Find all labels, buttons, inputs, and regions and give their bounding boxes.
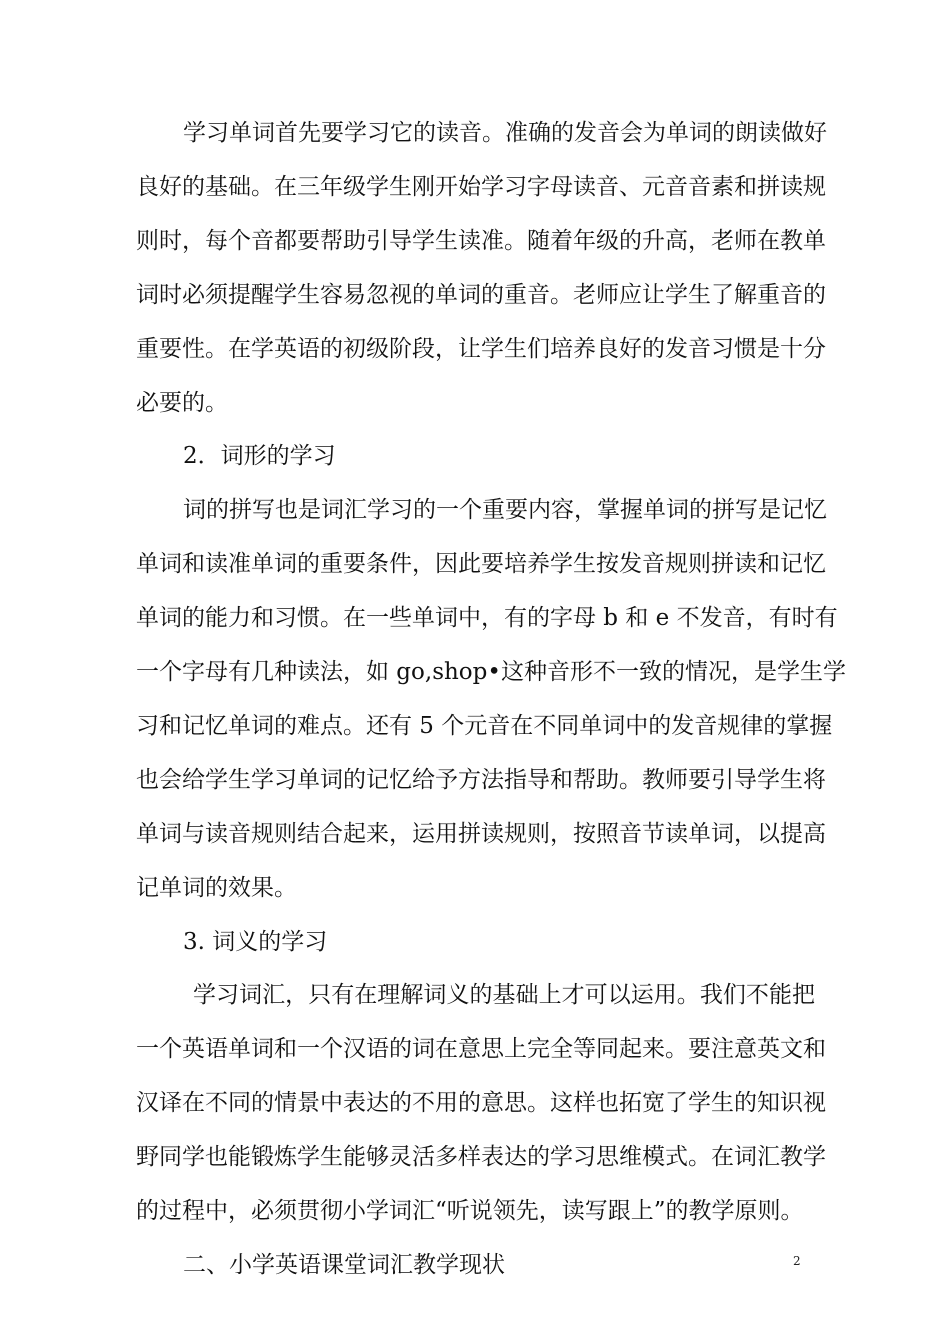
paragraph-line: 词的拼写也是词汇学习的一个重要内容，掌握单词的拼写是记忆 <box>183 497 827 523</box>
paragraph-line: 汉译在不同的情景中表达的不用的意思。这样也拓宽了学生的知识视 <box>136 1090 826 1116</box>
paragraph-line: 一个英语单词和一个汉语的词在意思上完全等同起来。要注意英文和 <box>136 1036 826 1062</box>
paragraph-line: 单词与读音规则结合起来，运用拼读规则，按照音节读单词，以提高 <box>136 821 826 847</box>
section-heading: 二、小学英语课堂词汇教学现状 <box>183 1252 505 1278</box>
paragraph-line: 重要性。在学英语的初级阶段，让学生们培养良好的发音习惯是十分 <box>136 336 826 362</box>
paragraph-line: 必要的。 <box>136 390 228 416</box>
paragraph-line: 词时必须提醒学生容易忽视的单词的重音。老师应让学生了解重音的 <box>136 282 826 308</box>
paragraph-line: 学习单词首先要学习它的读音。准确的发音会为单词的朗读做好 <box>183 120 827 146</box>
section-heading: 3. 词义的学习 <box>183 929 328 955</box>
page-number: 2 <box>793 1254 801 1268</box>
section-heading: 2．词形的学习 <box>183 443 336 469</box>
paragraph-line: 野同学也能锻炼学生能够灵活多样表达的学习思维模式。在词汇教学 <box>136 1144 826 1170</box>
paragraph-line: 学习词汇，只有在理解词义的基础上才可以运用。我们不能把 <box>193 982 815 1008</box>
paragraph-line: 的过程中，必须贯彻小学词汇“听说领先，读写跟上”的教学原则。 <box>136 1198 804 1224</box>
paragraph-line: 记单词的效果。 <box>136 875 297 901</box>
paragraph-line: 单词和读准单词的重要条件，因此要培养学生按发音规则拼读和记忆 <box>136 551 826 577</box>
paragraph-line: 一个字母有几种读法，如 go,shop•这种音形不一致的情况，是学生学 <box>136 659 846 685</box>
paragraph-line: 则时，每个音都要帮助引导学生读准。随着年级的升高，老师在教单 <box>136 228 826 254</box>
paragraph-line: 单词的能力和习惯。在一些单词中，有的字母 b 和 e 不发音，有时有 <box>136 605 838 631</box>
paragraph-line: 良好的基础。在三年级学生刚开始学习字母读音、元音音素和拼读规 <box>136 174 826 200</box>
paragraph-line: 也会给学生学习单词的记忆给予方法指导和帮助。教师要引导学生将 <box>136 767 826 793</box>
paragraph-line: 习和记忆单词的难点。还有 5 个元音在不同单词中的发音规律的掌握 <box>136 713 833 739</box>
